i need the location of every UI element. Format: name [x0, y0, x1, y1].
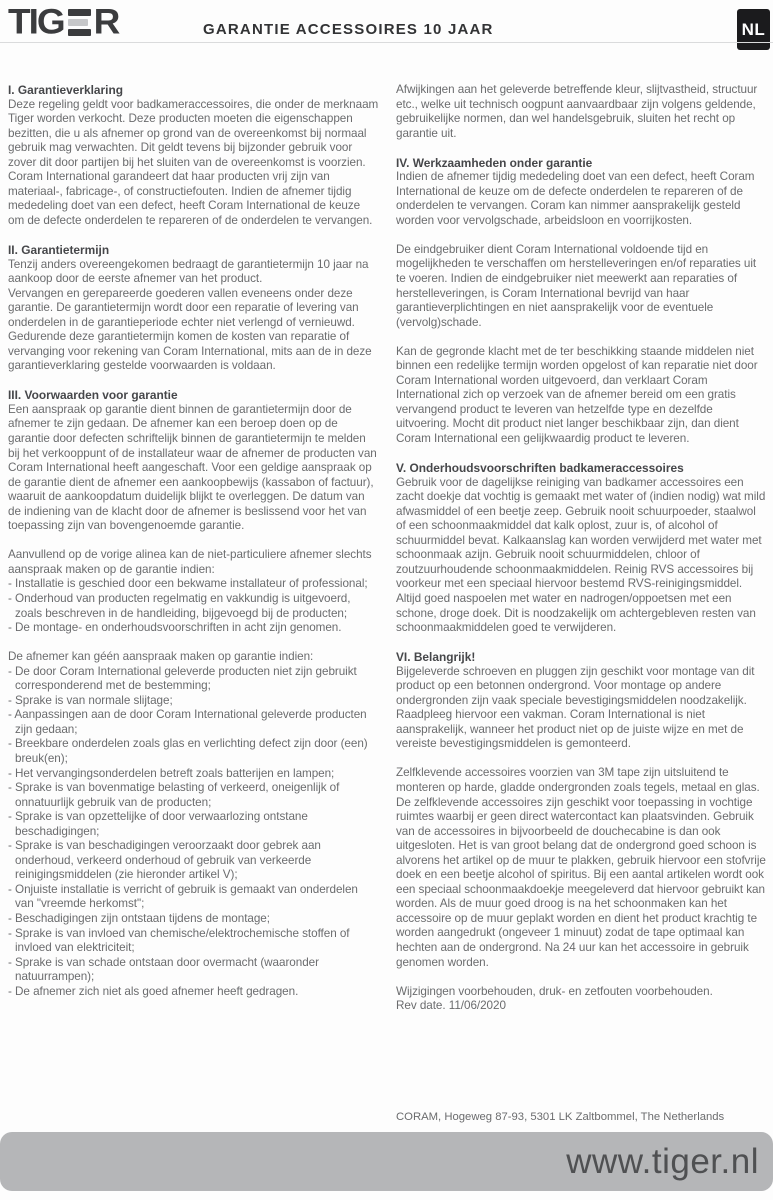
bullet-item: - Sprake is van schade ontstaan door overmacht (waaronder natuurrampen); [8, 955, 319, 984]
left-column [8, 83, 379, 1014]
bullet-item: - Sprake is van invloed van chemische/elektrochemische stoffen of invloed van elektriciteit; [8, 926, 350, 955]
section-heading: II. Garantietermijn [8, 242, 110, 257]
paragraph: Rev date. 11/06/2020 [396, 999, 506, 1013]
section-heading: III. Voorwaarden voor garantie [8, 388, 178, 403]
bullet-item: - De door Coram International geleverde producten niet zijn gebruikt corresponderend met de bestemming; [8, 664, 357, 693]
paragraph: De afnemer kan géén aanspraak maken op garantie indien: [8, 650, 314, 664]
paragraph: Aanvullend op de vorige alinea kan de niet-particuliere afnemer slechts aanspraak maken op de garantie indien: [8, 548, 372, 576]
paragraph: Gebruik voor de dagelijkse reiniging van badkamer accessoires een zacht doekje dat vochtig is gemaakt met water of (indien nodig) wat mild afwasmiddel of een beetje zeep. Gebruik nooit schuurpoeder, staalwol of een schoonmaakmiddel dat kalk oplost, zuur is, of alcohol of schuurmiddel bevat. Kalkaanslag kan worden verwijderd met water met schoonmaak azijn. Gebruik nooit schuurmiddelen, chloor of zoutzuurhoudende schoonmaakmiddelen. Reinig RVS accessoires bij voorkeur met een speciaal hiervoor bestemd RVS-reinigingsmiddel. Altijd goed naspoelen met water en nadrogen/oppoetsen met een schone, droge doek. Dit is noodzakelijk om achtergebleven resten van schoonmaakmiddelen goed te verwijderen. [396, 475, 766, 635]
paragraph: Tenzij anders overeengekomen bedraagt de garantietermijn 10 jaar na aankoop door de eerste afnemer van het product. [8, 257, 369, 286]
paragraph: Vervangen en gerepareerde goederen vallen eveneens onder deze garantie. De garantietermijn wordt door een reparatie of levering van onderdelen in de garantieperiode echter niet verlengd of vernieuwd. [8, 286, 359, 329]
document-body [8, 83, 767, 1014]
bullet-item: - Beschadigingen zijn ontstaan tijdens de montage; [8, 911, 270, 925]
paragraph: Afwijkingen aan het geleverde betreffende kleur, slijtvastheid, structuur etc., welke uit technisch oogpunt aanvaardbaar zijn volgens geldende, gebruikelijke normen, dan wel handelsgebruik, sluiten het recht op garantie uit. [396, 83, 758, 140]
bullet-item: - Sprake is van normale slijtage; [8, 693, 173, 707]
tiger-logo [8, 1, 119, 42]
section-heading: VI. Belangrijk! [396, 650, 476, 665]
footer-bar [0, 1132, 773, 1191]
bullet-item: - Aanpassingen aan de door Coram International geleverde producten zijn gedaan; [8, 708, 367, 736]
bullet-item: - Onjuiste installatie is verricht of gebruik is gemaakt van onderdelen van "vreemde herkomst"; [8, 882, 358, 911]
paragraph: Een aanspraak op garantie dient binnen de garantietermijn door de afnemer te zijn gedaan. De afnemer kan een beroep doen op de garantie door defecten schriftelijk binnen de garantietermijn te melden bij het verkooppunt of de installateur waar de afnemer de producten van Coram International heeft aangeschaft. Voor een geldige aanspraak op de garantie dient de afnemer een aankoopbewijs (kassabon of factuur), waaruit de aankoopdatum duidelijk blijkt te overleggen. De datum van de indiening van de klacht door de afnemer is beslissend voor het van toepassing zijn van bovengenoemde garantie. [8, 402, 377, 533]
website-link[interactable]: www.tiger.nl [566, 1141, 759, 1181]
logo-text-suffix: R [93, 1, 119, 42]
bullet-item: - De afnemer zich niet als goed afnemer heeft gedragen. [8, 984, 299, 998]
right-column [396, 83, 767, 1014]
bullet-item: - Sprake is van opzettelijke of door verwaarlozing ontstane beschadigingen; [8, 810, 308, 838]
bullet-item: - Sprake is van bovenmatige belasting of verkeerd, oneigenlijk of onnatuurlijk gebruik van de producten; [8, 781, 340, 809]
logo-text-prefix: TIG [8, 1, 64, 42]
paragraph: Wijzigingen voorbehouden, druk- en zetfouten voorbehouden. [396, 984, 713, 998]
section-heading: V. Onderhoudsvoorschriften badkameraccessoires [396, 461, 684, 476]
bullet-item: - Installatie is geschied door een bekwame installateur of professional; [8, 577, 368, 591]
document-header [0, 0, 773, 42]
header-divider [0, 42, 773, 43]
bullet-item: - Het vervangingsonderdelen betreft zoals batterijen en lampen; [8, 766, 335, 780]
company-address: CORAM, Hogeweg 87-93, 5301 LK Zaltbommel, The Netherlands [396, 1111, 725, 1123]
section-heading: IV. Werkzaamheden onder garantie [396, 155, 593, 170]
bullet-item: - Sprake is van beschadigingen veroorzaakt door gebrek aan onderhoud, verkeerd onderhoud of gebruik van verkeerde reinigingsmiddelen (zie hieronder artikel V); [8, 839, 321, 882]
bullet-item: - De montage- en onderhoudsvoorschriften in acht zijn genomen. [8, 621, 342, 635]
paragraph: Kan de gegronde klacht met de ter beschikking staande middelen niet binnen een redelijke termijn worden opgelost of kan reparatie niet door Coram International worden uitgevoerd, dan verklaart Coram International zich op verzoek van de afnemer bereid om een gratis vervangend product te leveren van hetzelfde type en dezelfde uitvoering. Mocht dit product niet langer beschikbaar zijn, dan dient Coram International een gelijkwaardig product te leveren. [396, 344, 758, 445]
paragraph: Zelfklevende accessoires voorzien van 3M tape zijn uitsluitend te monteren op harde, gladde ondergronden zoals tegels, metaal en glas. De zelfklevende accessoires zijn geschikt voor toepassing in vochtige ruimtes waarbij er geen direct watercontact kan plaatsvinden. Gebruik van de accessoires in bijvoorbeeld de douchecabine is dan ook uitgesloten. Het is van groot belang dat de ondergrond goed schoon is alvorens het artikel op de muur te plakken, gebruik hiervoor een stofvrije doek en een beetje alcohol of spiritus. Bij een aantal artikelen wordt ook een speciaal schoonmaakdoekje meegeleverd dat hiervoor gebruikt kan worden. Als de muur goed droog is na het schoonmaken kan het accessoire op de muur geplakt worden en dient het product krachtig te worden aangedrukt (ongeveer 1 minuut) zodat de tape optimaal kan hechten aan de ondergrond. Na 24 uur kan het accessoire in gebruik genomen worden. [396, 766, 766, 969]
paragraph: De eindgebruiker dient Coram International voldoende tijd en mogelijkheden te verschaffen om herstelleveringen en/of reparaties uit te voeren. Indien de eindgebruiker niet meewerkt aan reparaties of herstelleveringen, is Coram International bevrijd van haar garantieverplichtingen en niet aansprakelijk voor de eventuele (vervolg)schade. [396, 242, 757, 329]
paragraph: Indien de afnemer tijdig mededeling doet van een defect, heeft Coram International de keuze om de defecte onderdelen te repareren of de onderdelen te vervangen. Coram kan nimmer aansprakelijk gesteld worden voor vervolgschade, arbeidsloon en voorrijkosten. [396, 170, 755, 227]
language-badge: NL [737, 9, 770, 50]
bullet-item: - Breekbare onderdelen zoals glas en verlichting defect zijn door (een) breuk(en); [8, 737, 368, 765]
section-heading: I. Garantieverklaring [8, 83, 123, 97]
bullet-list [8, 577, 379, 635]
page-title: GARANTIE ACCESSOIRES 10 JAAR [203, 21, 494, 38]
bullet-item: - Onderhoud van producten regelmatig en vakkundig is uitgevoerd, zoals beschreven in de handleiding, bijgevoegd bij de producten; [8, 592, 351, 620]
paragraph: Deze regeling geldt voor badkameraccessoires, die onder de merknaam Tiger worden verkocht. Deze producten moeten die eigenschappen bezitten, die u als afnemer op grond van de overeenkomst bij normaal gebruik mag verwachten. Dit geldt tevens bij bijzonder gebruik voor zover dit door partijen bij het sluiten van de overeenkomst is voorzien. Coram International garandeert dat haar producten vrij zijn van materiaal-, fabricage-, of constructiefouten. Indien de afnemer tijdig mededeling doet van een defect, heeft Coram International de keuze om de defecte onderdelen te repareren of de onderdelen te vervangen. [8, 97, 379, 227]
paragraph: Bijgeleverde schroeven en pluggen zijn geschikt voor montage van dit product op een betonnen ondergrond. Voor montage op andere ondergronden zijn vaak speciale bevestigingsmiddelen noodzakelijk. Raadpleeg hiervoor een vakman. Coram International is niet aansprakelijk, wanneer het product niet op de juiste wijze en met de vereiste bevestigingsmiddelen is gemonteerd. [396, 664, 755, 751]
paragraph: Gedurende deze garantietermijn komen de kosten van reparatie of vervanging voor rekening van Coram International, mits aan de in deze garantieverklaring gestelde voorwaarden is voldaan. [8, 330, 372, 373]
bullet-list [8, 665, 379, 1000]
tiger-logo-e-icon [68, 9, 91, 36]
